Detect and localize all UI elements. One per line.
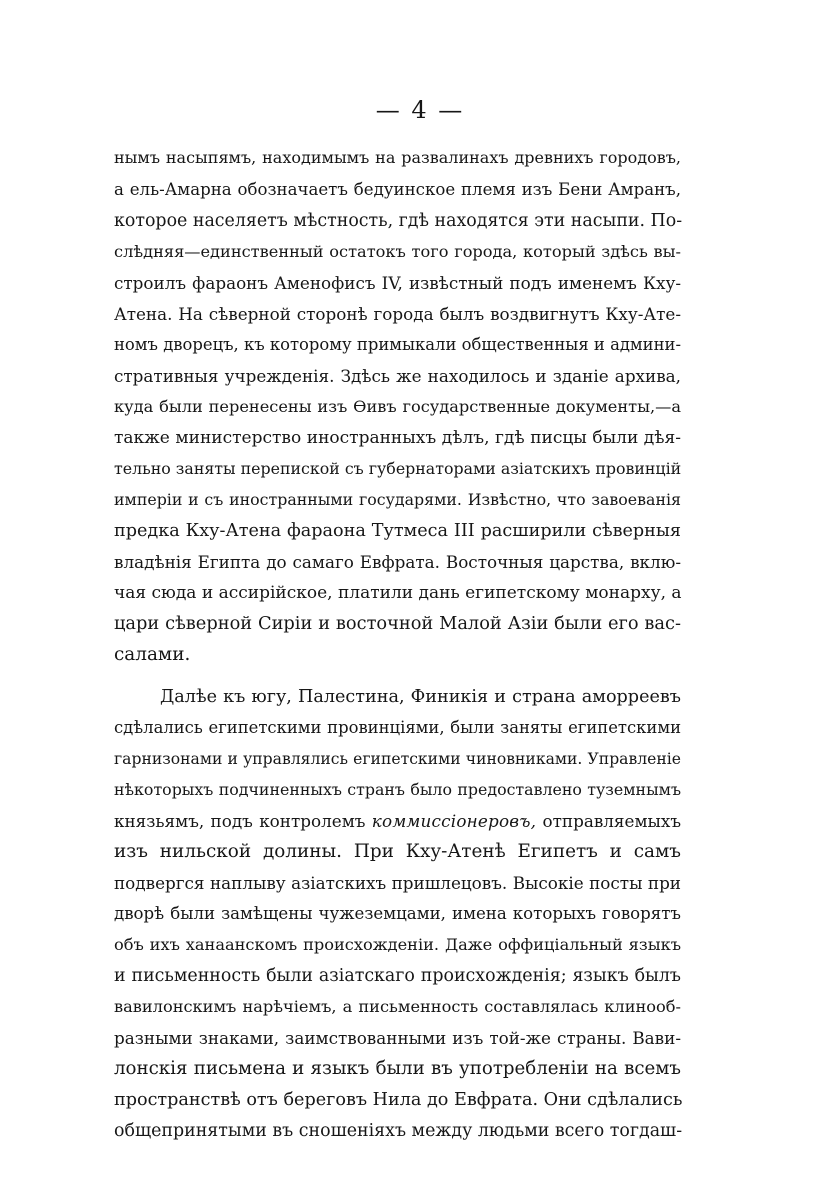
text-line: пространствѣ отъ береговъ Нила до Евфрата. Они сдѣлались (114, 1090, 683, 1110)
text-line: нѣкоторыхъ подчиненныхъ странъ было предоставлено туземнымъ (114, 780, 681, 799)
text-line: гарнизонами и управлялись египетскими чиновниками. Управленіе (114, 750, 681, 768)
text-line: а ель-Амарна обозначаетъ бедуинское племя изъ Бени Амранъ, (114, 180, 681, 199)
text-line: дворѣ были замѣщены чужеземцами, имена которыхъ говорятъ (114, 904, 681, 923)
text-line: изъ нильской долины. При Кху-Атенѣ Египетъ и самъ (114, 841, 681, 862)
page-number: — 4 — (375, 96, 465, 124)
text-line: цари сѣверной Сиріи и восточной Малой Азіи были его вас- (114, 613, 681, 634)
line-segment: отправляемыхъ (542, 811, 681, 831)
text-line: лонскія письмена и языкъ были въ употребленіи на всемъ (114, 1058, 681, 1079)
text-line: куда были перенесены изъ Ѳивъ государственные документы,—а (114, 397, 681, 416)
text-line: предка Кху-Атена фараона Тутмеса III расширили сѣверныя (114, 521, 681, 541)
text-line: которое населяетъ мѣстность, гдѣ находятся эти насыпи. По- (114, 211, 683, 231)
text-line: также министерство иностранныхъ дѣлъ, гдѣ писцы были дѣя- (114, 428, 681, 448)
text-line: сдѣлались египетскими провинціями, были заняты египетскими (114, 718, 681, 737)
text-line: нымъ насыпямъ, находимымъ на развалинахъ древнихъ городовъ, (114, 148, 681, 167)
text-line: общепринятыми въ сношеніяхъ между людьми всего тогдаш- (114, 1121, 683, 1141)
text-line: салами. (114, 644, 191, 665)
line-segment: князьямъ, подъ контролемъ (114, 811, 366, 831)
italic-term: коммиссіонеровъ, (371, 811, 537, 831)
text-line: слѣдняя—единственный остатокъ того города, который здѣсь вы- (114, 242, 681, 261)
text-line: вавилонскимъ нарѣчіемъ, а письменность составлялась клинооб- (114, 997, 681, 1016)
text-line: Атена. На сѣверной сторонѣ города былъ воздвигнутъ Кху-Ате- (114, 304, 681, 324)
text-line: и письменность были азіатскаго происхожденія; языкъ былъ (114, 966, 681, 986)
text-line: разными знаками, заимствованными изъ той-же страны. Вави- (114, 1028, 681, 1048)
text-line: стративныя учрежденія. Здѣсь же находилось и зданіе архива, (114, 366, 681, 386)
text-line: имперіи и съ иностранными государями. Извѣстно, что завоеванія (114, 490, 681, 509)
text-line: тельно заняты перепиской съ губернаторами азіатскихъ провинцій (114, 459, 682, 478)
text-line: Далѣе къ югу, Палестина, Финикія и страна аморреевъ (160, 687, 681, 707)
text-line: чая сюда и ассирійское, платили дань египетскому монарху, а (114, 583, 682, 603)
text-line: строилъ фараонъ Аменофисъ IV, извѣстный подъ именемъ Кху- (114, 273, 681, 293)
text-line: подвергся наплыву азіатскихъ пришлецовъ. Высокіе посты при (114, 873, 681, 893)
text-line-with-italic-term (114, 806, 681, 836)
text-line: владѣнія Египта до самаго Евфрата. Восточныя царства, вклю- (114, 552, 681, 572)
text-line: объ ихъ ханаанскомъ происхожденіи. Даже оффиціальный языкъ (114, 935, 681, 954)
text-line: номъ дворецъ, къ которому примыкали общественныя и админи- (114, 335, 681, 354)
